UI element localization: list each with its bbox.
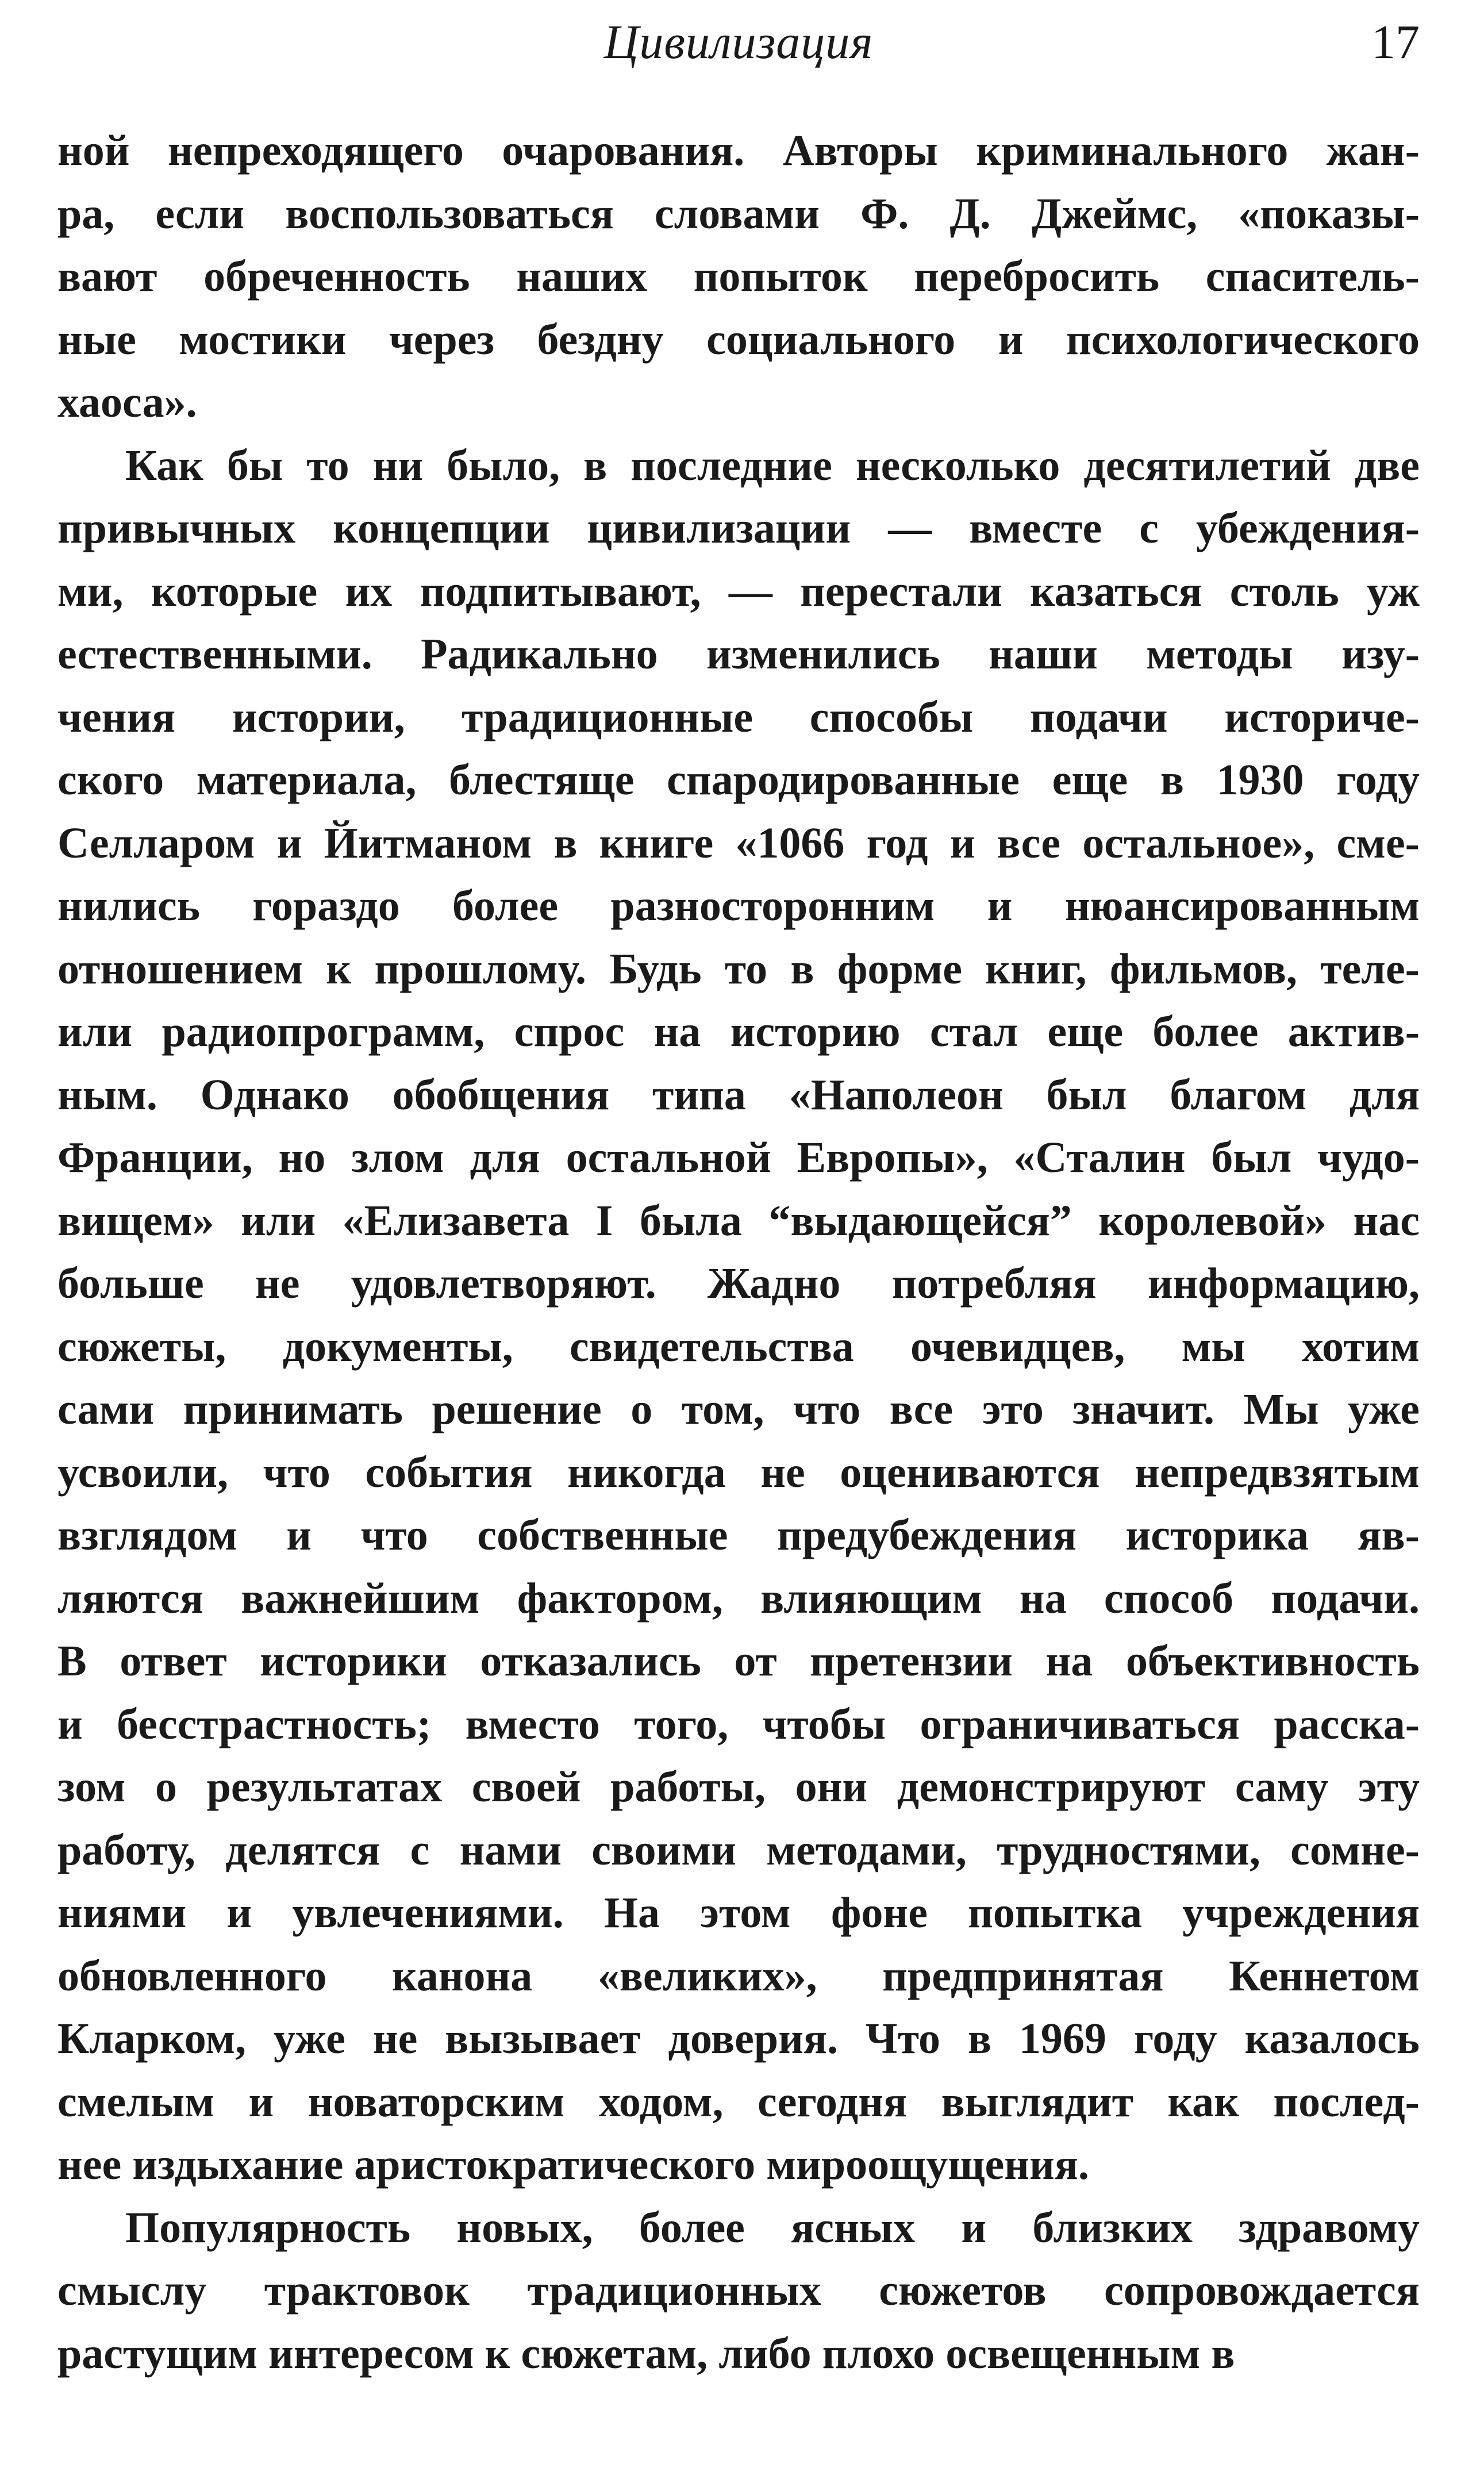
text-line: смыслу трактовок традиционных сюжетов сопровождается bbox=[57, 2266, 1420, 2315]
text-line: ным. Однако обобщения типа «Наполеон был благом для bbox=[57, 1070, 1420, 1119]
text-line: нее издыхание аристократического мироощущения. bbox=[57, 2140, 1089, 2189]
text-line: и бесстрастность; вместо того, чтобы ограничиваться расска- bbox=[57, 1700, 1420, 1748]
text-line: ского материала, блестяще спародированные еще в 1930 году bbox=[57, 756, 1420, 804]
text-line: взглядом и что собственные предубеждения историка яв- bbox=[57, 1511, 1420, 1559]
text-line: ниями и увлечениями. На этом фоне попытка учреждения bbox=[57, 1889, 1420, 1937]
text-line: Франции, но злом для остальной Европы», «Сталин был чудо- bbox=[57, 1133, 1420, 1182]
text-line: нились гораздо более разносторонним и нюансированным bbox=[57, 882, 1420, 930]
running-title: Цивилизация bbox=[603, 16, 874, 69]
paragraph bbox=[57, 435, 1420, 2197]
paragraph bbox=[57, 120, 1420, 435]
text-line: Кларком, уже не вызывает доверия. Что в 1969 году казалось bbox=[57, 2015, 1420, 2063]
page-number: 17 bbox=[1371, 16, 1420, 69]
text-line: Как бы то ни было, в последние несколько десятилетий две bbox=[125, 441, 1420, 490]
text-line: обновленного канона «великих», предпринятая Кеннетом bbox=[57, 1951, 1420, 2000]
text-line: ляются важнейшим фактором, влияющим на способ подачи. bbox=[57, 1574, 1420, 1623]
text-line: сами принимать решение о том, что все это значит. Мы уже bbox=[57, 1385, 1420, 1433]
text-line: Селларом и Йитманом в книге «1066 год и все остальное», сме- bbox=[57, 818, 1420, 867]
text-line: смелым и новаторским ходом, сегодня выглядит как послед- bbox=[57, 2077, 1420, 2126]
running-head bbox=[57, 8, 1420, 77]
text-line: Популярность новых, более ясных и близких здравому bbox=[125, 2203, 1420, 2252]
text-line: зом о результатах своей работы, они демонстрируют саму эту bbox=[57, 1763, 1420, 1811]
text-line: ми, которые их подпитывают, — перестали казаться столь уж bbox=[57, 567, 1420, 616]
paragraph bbox=[57, 2197, 1420, 2386]
text-line: ной непреходящего очарования. Авторы криминального жан- bbox=[57, 126, 1420, 175]
text-line: привычных концепции цивилизации — вместе с убеждения- bbox=[57, 504, 1420, 552]
text-line: растущим интересом к сюжетам, либо плохо освещенным в bbox=[57, 2329, 1235, 2378]
text-line: чения истории, традиционные способы подачи историче- bbox=[57, 693, 1420, 741]
text-line: вают обреченность наших попыток перебросить спаситель- bbox=[57, 252, 1420, 301]
text-line: вищем» или «Елизавета I была “выдающейся” королевой» нас bbox=[57, 1196, 1420, 1245]
text-line: ные мостики через бездну социального и психологического bbox=[57, 315, 1420, 364]
text-line: работу, делятся с нами своими методами, трудностями, сомне- bbox=[57, 1825, 1420, 1874]
text-line: В ответ историки отказались от претензии на объективность bbox=[57, 1637, 1420, 1685]
body-text bbox=[57, 120, 1420, 2385]
text-line: отношением к прошлому. Будь то в форме книг, фильмов, теле- bbox=[57, 944, 1420, 993]
text-line: больше не удовлетворяют. Жадно потребляя информацию, bbox=[57, 1259, 1420, 1308]
text-line: усвоили, что события никогда не оцениваются непредвзятым bbox=[57, 1448, 1420, 1497]
text-line: ра, если воспользоваться словами Ф. Д. Джеймс, «показы- bbox=[57, 189, 1420, 238]
text-line: естественными. Радикально изменились наши методы изу- bbox=[57, 630, 1420, 678]
text-line: или радиопрограмм, спрос на историю стал еще более актив- bbox=[57, 1008, 1420, 1056]
text-line: сюжеты, документы, свидетельства очевидцев, мы хотим bbox=[57, 1322, 1420, 1371]
text-line: хаоса». bbox=[57, 378, 197, 426]
